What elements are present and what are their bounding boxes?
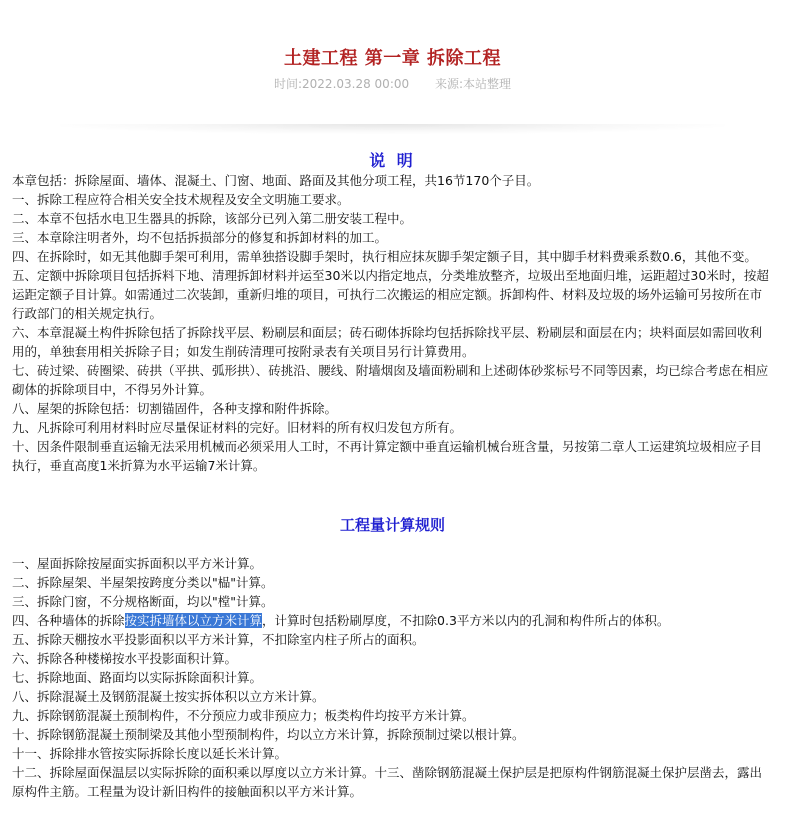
rule-item[interactable]: 十、拆除钢筋混凝土预制梁及其他小型预制构件，均以立方米计算，拆除预制过梁以根计算。 [12,727,525,742]
notes-paragraph[interactable]: 七、砖过梁、砖圈梁、砖拱（平拱、弧形拱）、砖挑沿、腰线、附墙烟囱及墙面粉刷和上述砌体砂浆标号不同等因素，均已综合考虑在相应砌体的拆除项目中，不得另外计算。 [12,363,769,397]
notes-paragraph[interactable]: 六、本章混凝土构件拆除包括了拆除找平层、粉刷层和面层；砖石砌体拆除均包括拆除找平层、粉刷层和面层在内；块料面层如需回收利用的，单独套用相关拆除子目；如发生削砖清理可按附录表有关项目另行计算费用。 [12,325,763,359]
article-source: 来源:本站整理 [434,77,512,91]
rule-4-suffix: ，计算时包括粉刷厚度，不扣除0.3平方米以内的孔洞和构件所占的体积。 [262,613,670,628]
rule-item[interactable]: 七、拆除地面、路面均以实际拆除面积计算。 [12,670,263,685]
notes-section [12,171,772,475]
notes-paragraph[interactable]: 三、本章除注明者外，均不包括拆损部分的修复和拆卸材料的加工。 [12,230,388,245]
header-divider [60,124,725,134]
notes-paragraph[interactable]: 本章包括：拆除屋面、墙体、混凝土、门窗、地面、路面及其他分项工程，共16节170个子目。 [12,173,540,188]
rule-item[interactable]: 十二、拆除屋面保温层以实际拆除的面积乘以厚度以立方米计算。十三、凿除钢筋混凝土保护层是把原构件钢筋混凝土保护层凿去，露出原构件主筋。工程量为设计新旧构件的接触面积以平方米计算。 [12,765,763,799]
rule-4-prefix: 四、各种墙体的拆除 [12,613,125,628]
notes-paragraph[interactable]: 九、凡拆除可利用材料时应尽量保证材料的完好。旧材料的所有权归发包方所有。 [12,420,463,435]
rule-item[interactable]: 八、拆除混凝土及钢筋混凝土按实拆体积以立方米计算。 [12,689,325,704]
notes-paragraph[interactable]: 八、屋架的拆除包括：切割锚固件，各种支撑和附件拆除。 [12,401,338,416]
rule-item[interactable]: 一、屋面拆除按屋面实拆面积以平方米计算。 [12,556,263,571]
section-heading-rules: 工程量计算规则 [339,516,445,534]
notes-paragraph[interactable]: 一、拆除工程应符合相关安全技术规程及安全文明施工要求。 [12,192,350,207]
notes-paragraph[interactable]: 十、因条件限制垂直运输无法采用机械而必须采用人工时，不再计算定额中垂直运输机械台班含量，另按第二章人工运建筑垃圾相应子目执行，垂直高度1米折算为水平运输7米计算。 [12,439,763,473]
notes-paragraph[interactable]: 二、本章不包括水电卫生器具的拆除，该部分已列入第二册安装工程中。 [12,211,413,226]
article-title: 土建工程 第一章 拆除工程 [283,48,502,69]
rule-item[interactable]: 五、拆除天棚按水平投影面积以平方米计算，不扣除室内柱子所占的面积。 [12,632,425,647]
article-meta [0,75,785,92]
rule-item[interactable]: 二、拆除屋架、半屋架按跨度分类以"榀"计算。 [12,575,274,590]
rule-item[interactable]: 九、拆除钢筋混凝土预制构件，不分预应力或非预应力；板类构件均按平方米计算。 [12,708,475,723]
selected-text[interactable]: 按实拆墙体以立方米计算 [124,613,263,628]
notes-paragraph[interactable]: 五、定额中拆除项目包括拆料下地、清理拆卸材料并运至30米以内指定地点，分类堆放整齐，垃圾出至地面归堆，运距超过30米时，按超运距定额子目计算。如需通过二次装卸，重新归堆的项目，可执行二次搬运的相应定额。拆卸构件、材料及垃圾的场外运输可另按所在市行政部门的相关规定执行。 [12,268,769,321]
rule-item[interactable]: 六、拆除各种楼梯按水平投影面积计算。 [12,651,238,666]
rules-section [12,554,772,801]
rule-item[interactable]: 三、拆除门窗，不分规格断面，均以"樘"计算。 [12,594,274,609]
rule-item[interactable]: 十一、拆除排水管按实际拆除长度以延长米计算。 [12,746,288,761]
publish-time: 时间:2022.03.28 00:00 [273,77,410,91]
rule-item-4[interactable] [12,611,772,630]
notes-paragraph[interactable]: 四、在拆除时，如无其他脚手架可利用，需单独搭设脚手架时，执行相应抹灰脚手架定额子目，其中脚手材料费乘系数0.6，其他不变。 [12,249,757,264]
section-heading-notes: 说 明 [369,151,416,170]
